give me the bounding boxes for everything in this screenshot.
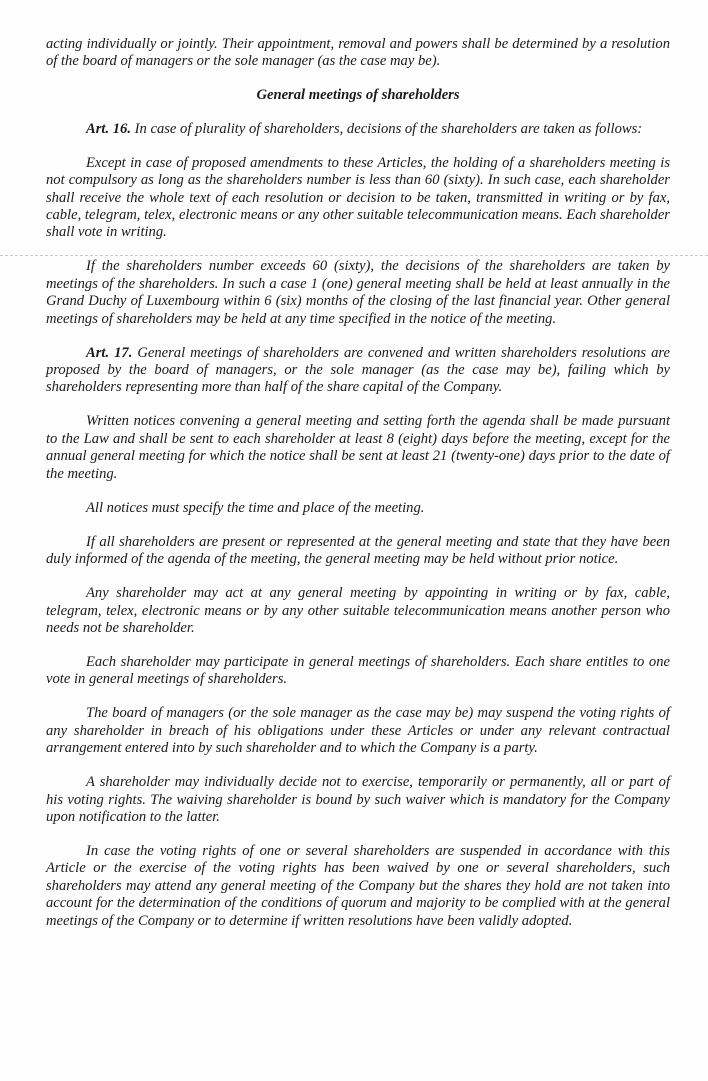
article-16-text: In case of plurality of shareholders, decisions of the shareholders are taken as follows:: [131, 120, 643, 137]
all-present-paragraph: If all shareholders are present or represented at the general meeting and state that they have been duly informed of the agenda of the meeting, the general meeting may be held without prior notice.: [46, 533, 670, 568]
section-heading: General meetings of shareholders: [256, 87, 460, 104]
document-body: [46, 36, 670, 947]
article-17-paragraph: [46, 345, 670, 397]
article-17-text: General meetings of shareholders are convened and written shareholders resolutions are proposed by the board of managers, or the sole manager (as the case may be), failing which by shareholders representing more than half of the share capital of the Company.: [46, 344, 670, 396]
participation-paragraph: Each shareholder may participate in general meetings of shareholders. Each share entitles to one vote in general meetings of shareholders.: [46, 653, 670, 688]
time-place-paragraph: All notices must specify the time and place of the meeting.: [86, 499, 425, 516]
shareholders-exceed-paragraph: If the shareholders number exceeds 60 (sixty), the decisions of the shareholders are taken by meetings of the shareholders. In such a case 1 (one) general meeting shall be held at least annually in the Grand Duchy of Luxembourg within 6 (six) months of the closing of the last financial year. Other general meetings of shareholders may be held at any time specified in the notice of the meeting.: [46, 258, 670, 327]
article-16-paragraph: [46, 121, 670, 138]
waive-rights-paragraph: A shareholder may individually decide not to exercise, temporarily or permanently, all or part of his voting rights. The waiving shareholder is bound by such waiver which is mandatory for the Company upon notification to the latter.: [46, 774, 670, 825]
suspended-rights-paragraph: In case the voting rights of one or several shareholders are suspended in accordance with this Article or the exercise of the voting rights has been waived by one or several shareholders, such shareholders may attend any general meeting of the Company but the shares they hold are not taken into account for the determination of the conditions of quorum and majority to be complied with at the general meetings of the Company or to determine if written resolutions have been validly adopted.: [46, 842, 670, 929]
article-17-label: Art. 17.: [86, 344, 133, 361]
suspend-rights-paragraph: The board of managers (or the sole manager as the case may be) may suspend the voting rights of any shareholder in breach of his obligations under these Articles or under any relevant contractual arrangement entered into by such shareholder and to which the Company is a party.: [46, 705, 670, 757]
written-notices-paragraph: Written notices convening a general meeting and setting forth the agenda shall be made pursuant to the Law and shall be sent to each shareholder at least 8 (eight) days before the meeting, except for the annual general meeting for which the notice shall be sent at least 21 (twenty-one) days prior to the date of the meeting.: [46, 413, 670, 482]
opening-paragraph: acting individually or jointly. Their appointment, removal and powers shall be determined by a resolution of the board of managers or the sole manager (as the case may be).: [46, 36, 670, 70]
written-resolutions-paragraph: Except in case of proposed amendments to these Articles, the holding of a shareholders meeting is not compulsory as long as the shareholders number is less than 60 (sixty). In such case, each shareholder shall receive the whole text of each resolution or decision to be taken, transmitted in writing or by fax, cable, telegram, telex, electronic means or any other suitable telecommunication means. Each shareholder shall vote in writing.: [46, 154, 670, 241]
article-16-label: Art. 16.: [86, 120, 132, 137]
proxy-paragraph: Any shareholder may act at any general meeting by appointing in writing or by fax, cable, telegram, telex, electronic means or by any other suitable telecommunication means another person who needs not be shareholder.: [46, 585, 670, 636]
